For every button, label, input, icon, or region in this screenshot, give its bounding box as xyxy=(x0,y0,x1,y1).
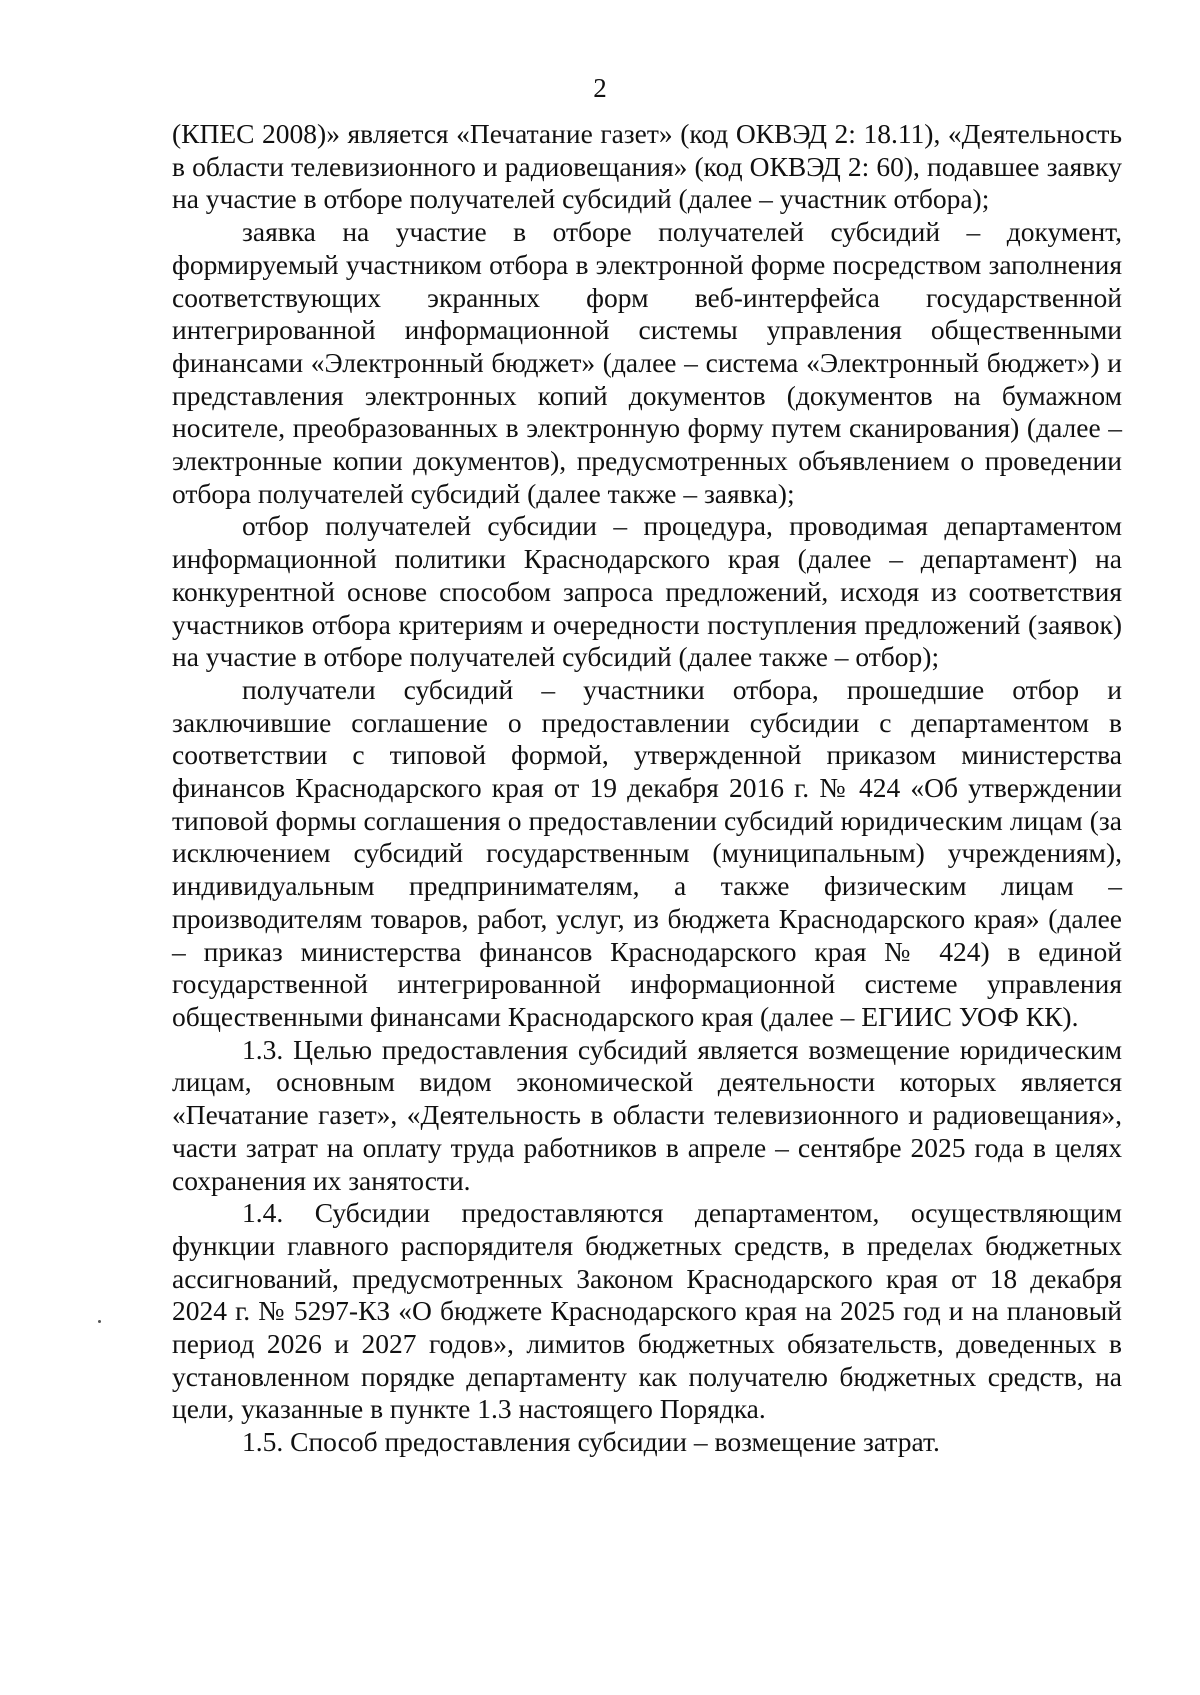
paragraph-clause-1-3: 1.3. Целью предоставления субсидий является возмещение юридическим лицам, основным видом экономической деятельности которых является «Печатание газет», «Деятельность в области телевизионного и радиовещания», части затрат на оплату труда работников в апреле – сентябре 2025 года в целях сохранения их занятости. xyxy=(172,1033,1122,1196)
paragraph-participant-definition: (КПЕС 2008)» является «Печатание газет» (код ОКВЭД 2: 18.11), «Деятельность в области телевизионного и радиовещания» (код ОКВЭД 2: 60), подавшее заявку на участие в отборе получателей субсидий (далее – участник отбора); xyxy=(172,118,1122,215)
paragraph-application-definition: заявка на участие в отборе получателей субсидий – документ, формируемый участником отбора в электронной форме посредством заполнения соответствующих экранных форм веб-интерфейса государственной интегрированной информационной системы управления общественными финансами «Электронный бюджет» (далее – система «Электронный бюджет») и представления электронных копий документов (документов на бумажном носителе, преобразованных в электронную форму путем сканирования) (далее – электронные копии документов), предусмотренных объявлением о проведении отбора получателей субсидий (далее также – заявка); xyxy=(172,216,1122,509)
paragraph-clause-1-5: 1.5. Способ предоставления субсидии – возмещение затрат. xyxy=(242,1426,940,1458)
paragraph-selection-definition: отбор получателей субсидии – процедура, проводимая департаментом информационной политики Краснодарского края (далее – департамент) на конкурентной основе способом запроса предложений, исходя из соответствия участников отбора критериям и очередности поступления предложений (заявок) на участие в отборе получателей субсидий (далее также – отбор); xyxy=(172,510,1122,673)
paragraph-recipients-definition: получатели субсидий – участники отбора, прошедшие отбор и заключившие соглашение о предоставлении субсидии с департаментом в соответствии с типовой формой, утвержденной приказом министерства финансов Краснодарского края от 19 декабря 2016 г. № 424 «Об утверждении типовой формы соглашения о предоставлении субсидий юридическим лицам (за исключением субсидий государственным (муниципальным) учреждениям), индивидуальным предпринимателям, а также физическим лицам – производителям товаров, работ, услуг, из бюджета Краснодарского края» (далее – приказ министерства финансов Краснодарского края № 424) в единой государственной интегрированной информационной системе управления общественными финансами Краснодарского края (далее – ЕГИИС УОФ КК). xyxy=(172,673,1122,1032)
paragraph-clause-1-4: 1.4. Субсидии предоставляются департаментом, осуществляющим функции главного распорядителя бюджетных средств, в пределах бюджетных ассигнований, предусмотренных Законом Краснодарского края от 18 декабря 2024 г. № 5297-КЗ «О бюджете Краснодарского края на 2025 год и на плановый период 2026 и 2027 годов», лимитов бюджетных обязательств, доведенных в установленном порядке департаменту как получателю бюджетных средств, на цели, указанные в пункте 1.3 настоящего Порядка. xyxy=(172,1197,1122,1425)
scan-speck xyxy=(98,1320,101,1323)
document-body xyxy=(172,118,1122,1459)
page-number: 2 xyxy=(593,73,607,103)
